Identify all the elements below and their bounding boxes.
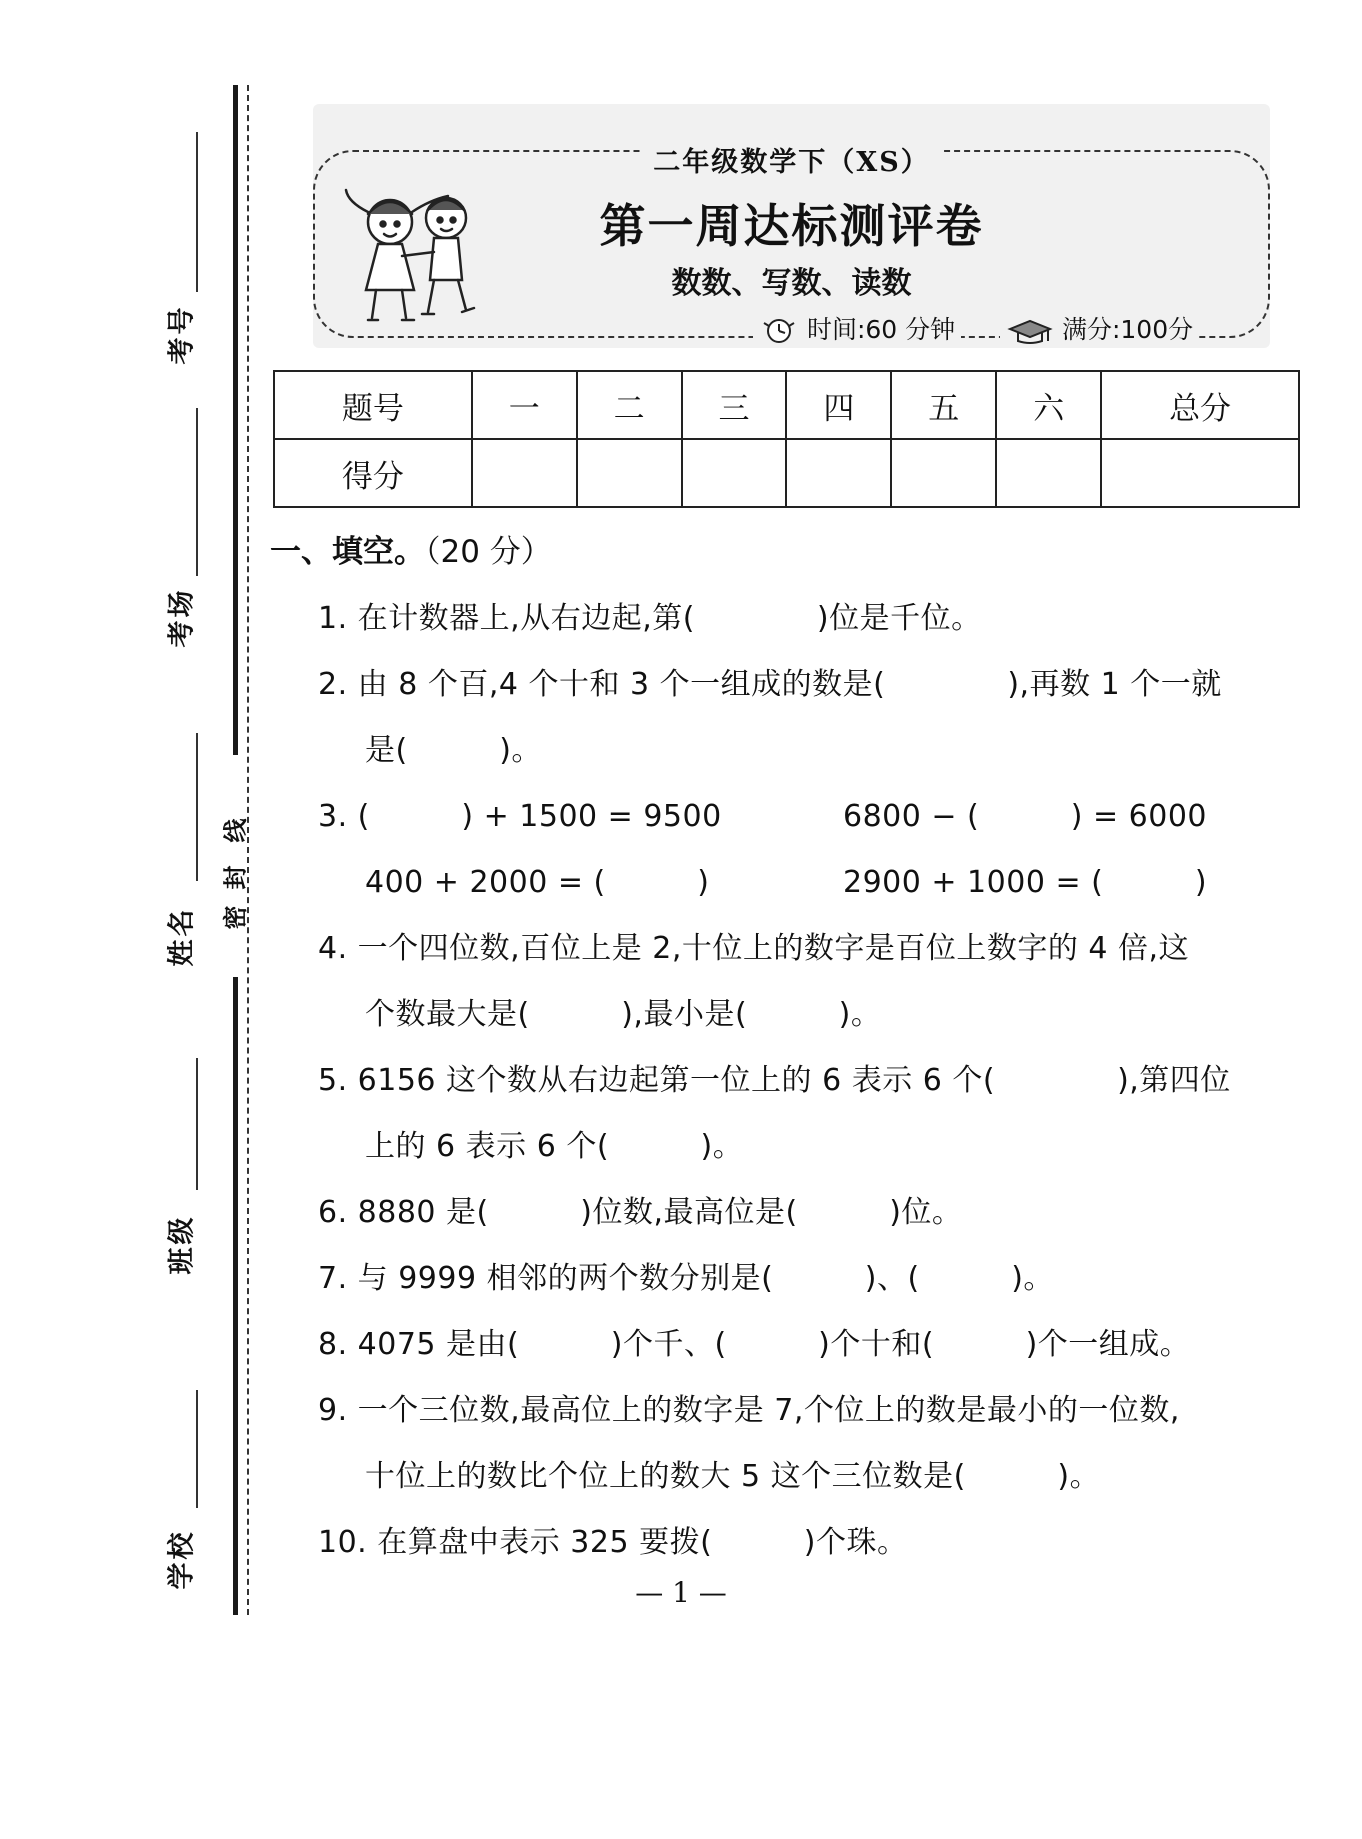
question-6: 6. 8880 是( )位数,最高位是( )位。	[318, 1195, 963, 1230]
score-cell[interactable]	[891, 439, 996, 507]
score-cell[interactable]	[996, 439, 1101, 507]
label-exam-room: 考场	[166, 587, 198, 648]
table-header-cell: 六	[996, 371, 1101, 439]
blank-line-class	[196, 1058, 198, 1190]
seal-char-mi: 密	[221, 905, 250, 930]
clock-icon	[759, 317, 799, 345]
seal-char-xian: 线	[221, 818, 250, 843]
seal-char-feng: 封	[221, 865, 250, 890]
score-cell[interactable]	[1101, 439, 1299, 507]
label-school: 学校	[166, 1529, 198, 1590]
table-header-cell: 四	[786, 371, 891, 439]
question-10: 10. 在算盘中表示 325 要拨( )个珠。	[318, 1525, 908, 1560]
score-table-score-row	[274, 439, 1299, 507]
full-score-info	[1000, 310, 1199, 346]
exam-title: 第一周达标测评卷	[599, 199, 984, 253]
page-number: — 1 —	[635, 1576, 727, 1609]
question-5-line-1: 5. 6156 这个数从右边起第一位上的 6 表示 6 个( ),第四位	[318, 1063, 1231, 1098]
table-header-cell: 二	[577, 371, 682, 439]
question-8: 8. 4075 是由( )个千、( )个十和( )个一组成。	[318, 1327, 1191, 1362]
table-header-cell: 五	[891, 371, 996, 439]
table-header-cell: 一	[472, 371, 577, 439]
binding-rule-top	[233, 85, 238, 755]
question-3-right-1: 6800 − ( ) = 6000	[843, 799, 1208, 834]
time-info	[753, 310, 961, 346]
table-header-cell: 总分	[1101, 371, 1299, 439]
section-1-points: （20 分）	[425, 534, 552, 570]
score-table	[273, 370, 1300, 508]
table-header-cell: 三	[682, 371, 787, 439]
score-cell[interactable]	[682, 439, 787, 507]
label-class: 班级	[166, 1214, 198, 1275]
question-4-line-1: 4. 一个四位数,百位上是 2,十位上的数字是百位上数字的 4 倍,这	[318, 931, 1190, 966]
score-table-header-row	[274, 371, 1299, 439]
binding-dashed-rule	[247, 85, 249, 1615]
full-score-text: 满分:100分	[1061, 315, 1194, 344]
exam-subtitle: 数数、写数、读数	[671, 266, 912, 301]
question-3-left-1: 3. ( ) + 1500 = 9500	[318, 799, 722, 834]
time-text: 时间:60 分钟	[806, 315, 956, 344]
score-cell[interactable]	[472, 439, 577, 507]
question-7: 7. 与 9999 相邻的两个数分别是( )、( )。	[318, 1261, 1054, 1296]
question-5-line-2: 上的 6 表示 6 个( )。	[365, 1129, 744, 1164]
question-4-line-2: 个数最大是( ),最小是( )。	[365, 997, 882, 1032]
section-1-heading	[270, 526, 552, 571]
table-header-cell: 题号	[274, 371, 472, 439]
blank-line-exam-number	[196, 132, 198, 292]
question-2-line-2: 是( )。	[365, 733, 542, 768]
question-3-left-2: 400 + 2000 = ( )	[365, 865, 710, 900]
question-9-line-1: 9. 一个三位数,最高位上的数字是 7,个位上的数是最小的一位数,	[318, 1393, 1180, 1428]
question-9-line-2: 十位上的数比个位上的数大 5 这个三位数是( )。	[365, 1459, 1101, 1494]
question-3-right-2: 2900 + 1000 = ( )	[843, 865, 1208, 900]
graduation-cap-icon	[1006, 317, 1054, 345]
question-2-line-1: 2. 由 8 个百,4 个十和 3 个一组成的数是( ),再数 1 个一就	[318, 667, 1222, 702]
label-exam-number: 考号	[166, 304, 198, 365]
series-wrap	[313, 0, 1270, 200]
label-name: 姓名	[166, 906, 198, 967]
score-cell[interactable]	[786, 439, 891, 507]
blank-line-school	[196, 1390, 198, 1508]
binding-rule-bottom	[233, 977, 238, 1615]
series-text: 二年级数学下（XS）	[641, 147, 941, 178]
section-1-title: 一、填空。	[270, 534, 425, 570]
score-row-label: 得分	[274, 439, 472, 507]
blank-line-exam-room	[196, 408, 198, 576]
question-1: 1. 在计数器上,从右边起,第( )位是千位。	[318, 601, 982, 636]
blank-line-name	[196, 733, 198, 881]
score-cell[interactable]	[577, 439, 682, 507]
